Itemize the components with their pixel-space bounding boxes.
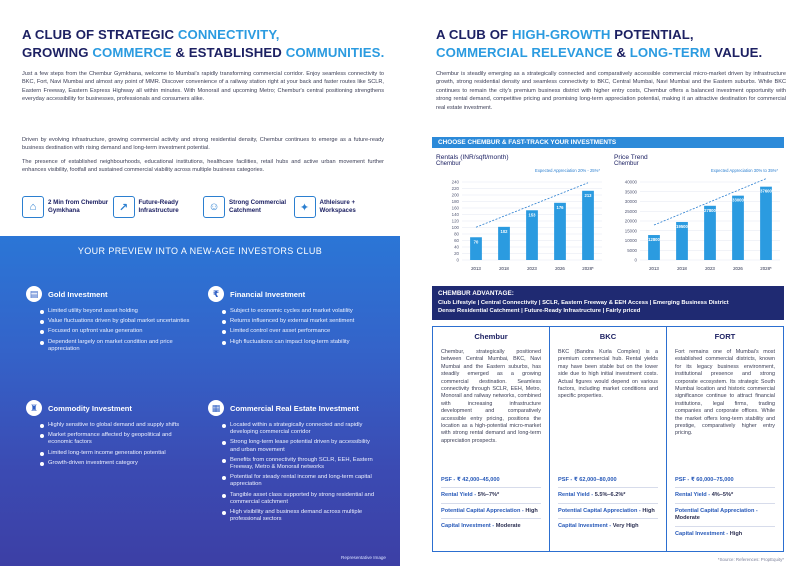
list-item: Benefits from connectivity through SCLR, EEH, Eastern Freeway, Metro & Monorail networks [230, 457, 380, 471]
data-label: 27800 [704, 207, 716, 213]
bar [704, 206, 716, 260]
capital-investment: Capital Investment - Moderate [441, 523, 521, 530]
neighbourhood-paragraph: The presence of established neighbourhoods, educational institutions, healthcare facilities, retail hubs and active urban movement further enhances visibility, footfall and sustained commercial viability across multiple business categories. [22, 159, 384, 174]
location-name: BKC [599, 332, 617, 341]
list-item: Located within a strategically connected and rapidly developing commercial corridor [230, 422, 380, 436]
location-stats [558, 477, 658, 536]
bar [582, 191, 594, 260]
location-column-chembur [433, 327, 550, 551]
data-label: 176 [556, 204, 564, 210]
list-item: High fluctuations can impact long-term stability [230, 339, 380, 346]
chart-annotation: Expected Appreciation 30% to 35%* [710, 168, 778, 173]
left-headline: A CLUB OF STRATEGIC CONNECTIVITY, GROWING COMMERCE & ESTABLISHED COMMUNITIES. [22, 27, 385, 60]
list-item: Highly sensitive to global demand and supply shifts [48, 422, 198, 429]
location-column-fort [667, 327, 783, 551]
y-tick-label: 0 [634, 257, 637, 263]
cta-banner: CHOOSE CHEMBUR & FAST-TRACK YOUR INVESTMENTS [432, 137, 784, 148]
capital-appreciation: Potential Capital Appreciation - High [441, 507, 538, 514]
y-tick-label: 80 [454, 231, 459, 237]
bar [732, 196, 744, 260]
list-item: Value fluctuations driven by global market uncertainties [48, 318, 198, 325]
rupee-icon: ₹ [208, 286, 224, 302]
list-item: Limited utility beyond asset holding [48, 308, 198, 315]
data-label: 37600 [760, 188, 772, 194]
gold-investment-block [26, 286, 198, 356]
club-title: YOUR PREVIEW INTO A NEW-AGE INVESTORS CLUB [77, 246, 323, 256]
chart-subtitle: Chembur [436, 161, 461, 167]
y-tick-label: 0 [456, 257, 459, 263]
x-tick-label: 2023 [527, 266, 537, 271]
growth-chart-icon: ↗ [113, 196, 135, 218]
rental-yield: Rental Yield - 5.5%–6.2%* [558, 492, 626, 499]
advantage-line: Dense Residential Catchment | Future-Ready Infrastructure | Fairly priced [438, 308, 641, 314]
building-icon: ▦ [208, 400, 224, 416]
club-icon: ⌂ [22, 196, 44, 218]
feature-item [203, 194, 294, 220]
list-item: Limited long-term income generation potential [48, 450, 198, 457]
location-name: FORT [714, 332, 736, 341]
list-item: Tangible asset class supported by strong residential and commercial catchment [230, 492, 380, 506]
location-stats [675, 477, 775, 543]
investors-club-panel [0, 236, 400, 566]
data-label: 19500 [676, 223, 688, 229]
list-item: Dependent largely on market condition and price appreciation [48, 339, 198, 353]
list-item: Subject to economic cycles and market volatility [230, 308, 380, 315]
x-tick-label: 2018 [677, 266, 687, 271]
location-comparison [432, 326, 784, 552]
x-tick-label: 2026 [733, 266, 743, 271]
bar [554, 203, 566, 260]
y-tick-label: 240 [451, 179, 459, 185]
location-stats [441, 477, 541, 536]
data-label: 213 [584, 192, 592, 198]
y-tick-label: 20 [454, 251, 459, 257]
x-tick-label: 2018 [499, 266, 509, 271]
y-tick-label: 100 [451, 225, 459, 231]
block-title: Gold Investment [48, 289, 108, 299]
y-tick-label: 20000 [624, 218, 637, 224]
location-name: Chembur [474, 332, 508, 341]
y-tick-label: 10000 [624, 238, 637, 244]
advantage-title: CHEMBUR ADVANTAGE: [438, 290, 514, 297]
workspace-icon: ✦ [294, 196, 316, 218]
price-trend-chart-svg [614, 168, 786, 274]
feature-label: Future-Ready Infrastructure [138, 199, 179, 214]
data-label: 153 [528, 212, 536, 218]
location-column-bkc [550, 327, 667, 551]
price-trend-chart [614, 154, 786, 274]
list-item: Limited control over asset performance [230, 328, 380, 335]
psf-value: PSF - ₹ 42,000–45,000 [441, 477, 500, 483]
y-tick-label: 35000 [624, 189, 637, 195]
source-note: *Source: References: PropEquity* [717, 557, 784, 562]
bar [526, 210, 538, 260]
oil-rig-icon: ♜ [26, 400, 42, 416]
feature-label: Strong Commercial Catchment [229, 199, 287, 214]
right-headline: A CLUB OF HIGH-GROWTH POTENTIAL, COMMERCIAL RELEVANCE & LONG-TERM VALUE. [436, 27, 763, 60]
feature-label: 2 Min from Chembur Gymkhana [48, 199, 109, 214]
financial-investment-block [208, 286, 380, 349]
data-label: 33000 [732, 197, 744, 203]
y-tick-label: 120 [451, 218, 459, 224]
feature-item [22, 194, 113, 220]
location-description: Fort remains one of Mumbai's most established commercial districts, known for its legacy business environment, institutional presence and strong corporate ecosystem. Its strategic South Mumbai location and historic commercial significance continue to attract financial institutions, legal firms, trading companies and corporate offices. While the market offers long-term stability and prestige, comparatively higher entry pricing. [675, 349, 775, 437]
x-tick-label: 2028* [760, 266, 772, 271]
chart-title: Rentals (INR/sqft/month) [436, 154, 509, 161]
psf-value: PSF - ₹ 62,000–80,000 [558, 477, 617, 483]
location-description: Chembur, strategically positioned between Central Mumbai, BKC, Navi Mumbai and the Eastern suburbs, has steadily emerged as a growing commercial destination. Seamless connectivity through SCLR, EEH, Metro, Monorail and railway networks, combined with increasing infrastructure development and comparatively accessible entry pricing, positions the location as a high-potential micro-market with strong rental demand and long-term appreciation prospects. [441, 349, 541, 444]
y-tick-label: 40000 [624, 179, 637, 185]
intro-paragraph: Just a few steps from the Chembur Gymkhana, welcome to Mumbai's rapidly transforming commercial corridor. Enjoy seamless connectivity to BKC, Fort, Navi Mumbai and almost any point of MMR. Discover convenience of a railway station right at your back and faster routes like SCLR, Eastern Freeway, Eastern Express Highway all within minutes. With Monorail and upcoming Metro; Chembur's central positioning strengthens everyday accessibility for businesses, professionals and consumers alike. [22, 71, 384, 103]
capital-appreciation: Potential Capital Appreciation - Moderate [675, 507, 758, 522]
list-item: Returns influenced by external market sentiment [230, 318, 380, 325]
x-tick-label: 2023 [705, 266, 715, 271]
bar [760, 187, 772, 260]
y-tick-label: 220 [451, 186, 459, 192]
y-tick-label: 15000 [624, 228, 637, 234]
gold-bar-icon: ▤ [26, 286, 42, 302]
list-item: High visibility and business demand across multiple professional sectors [230, 509, 380, 523]
y-tick-label: 40 [454, 244, 459, 250]
chart-title: Price Trend [614, 154, 648, 161]
feature-strip [22, 194, 384, 220]
rentals-chart [436, 154, 608, 274]
y-tick-label: 60 [454, 238, 459, 244]
block-title: Financial Investment [230, 289, 306, 299]
list-item: Potential for steady rental income and long-term capital appreciation [230, 474, 380, 488]
y-tick-label: 30000 [624, 199, 637, 205]
rental-yield: Rental Yield - 5%–7%* [441, 492, 500, 499]
data-label: 102 [500, 228, 508, 234]
commercial-real-estate-block [208, 400, 380, 526]
infrastructure-paragraph: Driven by evolving infrastructure, growing commercial activity and strong residential density, Chembur continues to emerge as a future-ready business destination with rising demand and long-term investment potential. [22, 137, 384, 152]
feature-item [294, 194, 385, 220]
market-paragraph: Chembur is steadily emerging as a strategically connected and comparatively accessible commercial micro-market driven by infrastructure growth, strong residential density and seamless connectivity to BKC, Central Mumbai, Navi Mumbai and the Eastern suburbs. While BKC continues to remain the city's premium business district with higher entry costs, Chembur offers a balanced investment opportunity with strong rental demand, competitive pricing and promising long-term appreciation potential, making it an attractive destination for commercial real estate investment. [436, 71, 786, 111]
x-tick-label: 2028* [582, 266, 594, 271]
y-tick-label: 25000 [624, 208, 637, 214]
y-tick-label: 160 [451, 205, 459, 211]
feature-label: Athleisure + Workspaces [319, 199, 356, 214]
block-title: Commodity Investment [48, 403, 132, 413]
list-item: Focused on upfront value generation [48, 328, 198, 335]
y-tick-label: 140 [451, 212, 459, 218]
block-title: Commercial Real Estate Investment [230, 403, 359, 413]
advantage-line: Club Lifestyle | Central Connectivity | SCLR, Eastern Freeway & EEH Access | Emerging Business District [438, 300, 729, 306]
list-item: Strong long-term lease potential driven by accessibility and urban movement [230, 439, 380, 453]
rental-yield: Rental Yield - 4%–5%* [675, 492, 734, 499]
x-tick-label: 2026 [555, 266, 565, 271]
commodity-investment-block [26, 400, 198, 470]
y-tick-label: 180 [451, 199, 459, 205]
feature-item [113, 194, 204, 220]
chart-annotation: Expected Appreciation 20% - 25%* [535, 168, 600, 173]
location-description: BKC (Bandra Kurla Complex) is a premium commercial hub. Rental yields may have been stable but on the lower side due to high initial investment costs. Actual figures would depend on various factors, including market conditions and specific properties. [558, 349, 658, 400]
y-tick-label: 200 [451, 192, 459, 198]
data-label: 70 [473, 239, 479, 245]
capital-investment: Capital Investment - Very High [558, 523, 639, 530]
capital-investment: Capital Investment - High [675, 530, 743, 537]
psf-value: PSF - ₹ 60,000–75,000 [675, 477, 734, 483]
capital-appreciation: Potential Capital Appreciation - High [558, 507, 655, 514]
list-item: Growth-driven investment category [48, 460, 198, 467]
chembur-advantage-box [432, 286, 784, 320]
representative-note: Representative Image [341, 555, 386, 560]
people-icon: ☺ [203, 196, 225, 218]
x-tick-label: 2013 [471, 266, 481, 271]
data-label: 12800 [648, 237, 660, 243]
rentals-chart-svg [436, 168, 608, 274]
chart-subtitle: Chembur [614, 161, 639, 167]
list-item: Market performance affected by geopolitical and economic factors [48, 432, 198, 446]
y-tick-label: 5000 [627, 247, 637, 253]
x-tick-label: 2013 [649, 266, 659, 271]
